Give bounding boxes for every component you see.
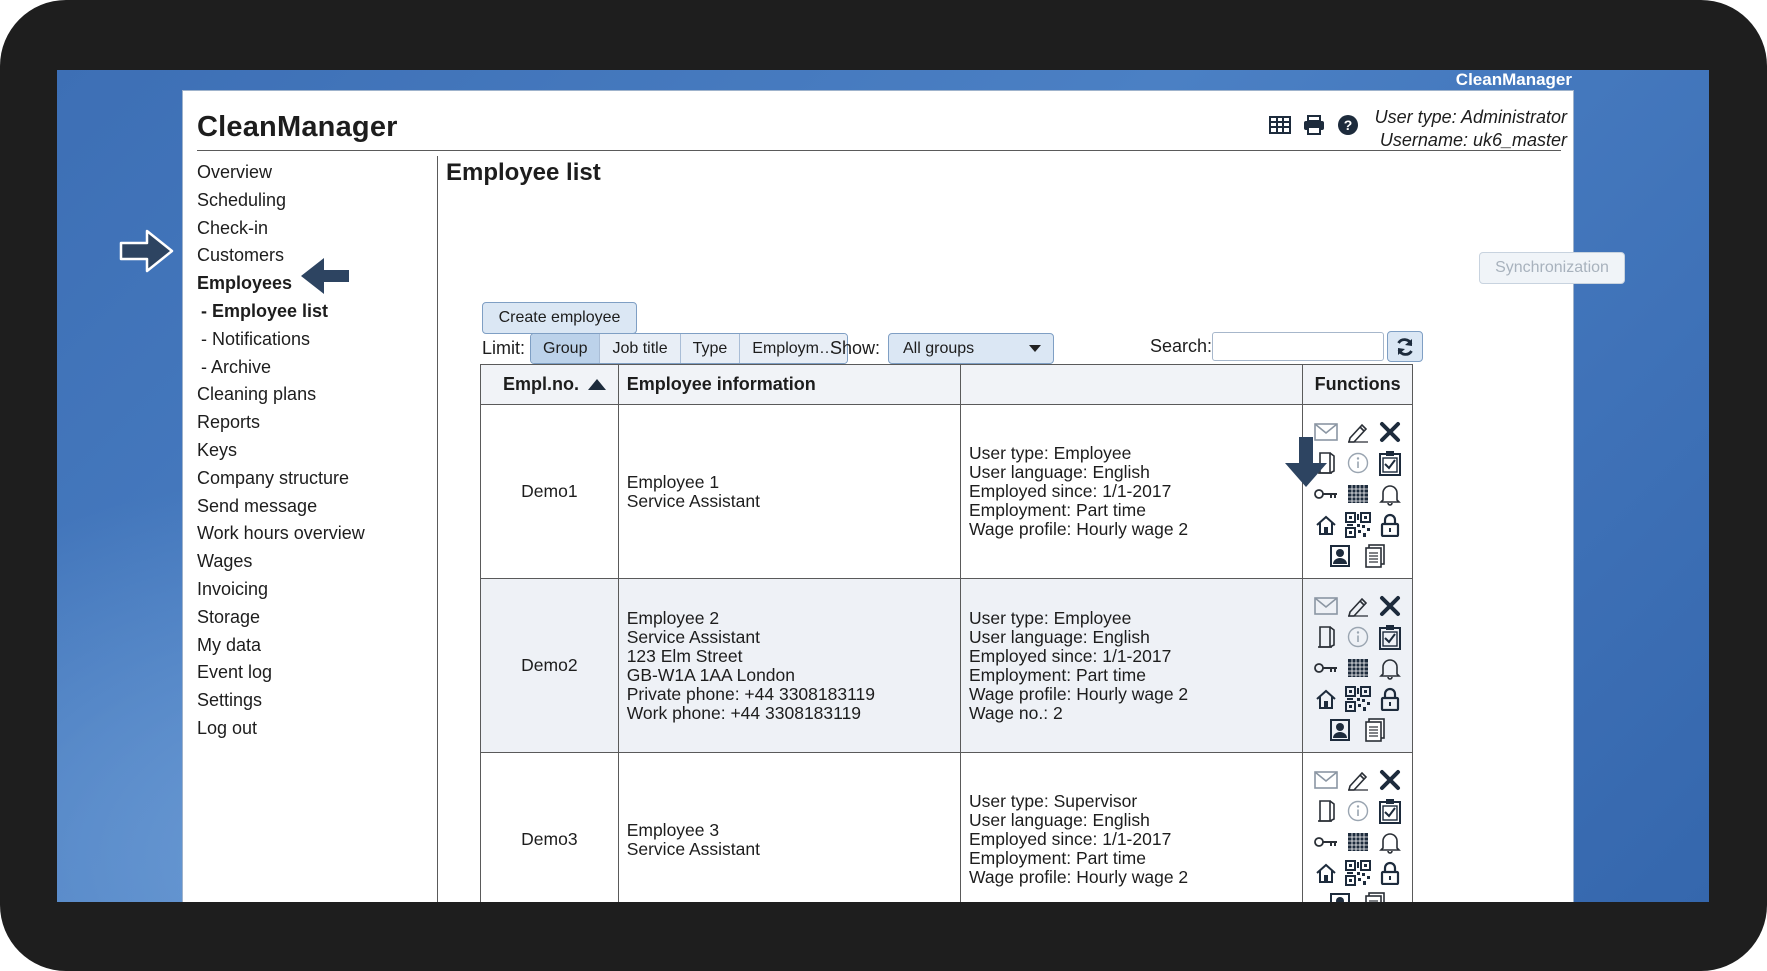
arrow-right-icon xyxy=(119,227,175,275)
employee-info-cell xyxy=(619,753,961,902)
employee-detail-line: Wage profile: Hourly wage 2 xyxy=(968,519,1189,539)
documents-icon[interactable] xyxy=(1362,718,1388,742)
empl-no: Demo2 xyxy=(521,655,578,675)
sidebar-item-my-data[interactable]: My data xyxy=(197,634,262,655)
empl-no-cell xyxy=(481,579,619,752)
page-title: Employee list xyxy=(446,159,601,186)
clipboard-check-icon[interactable] xyxy=(1377,799,1403,823)
sidebar-item-storage[interactable]: Storage xyxy=(197,606,261,627)
show-label: Show: xyxy=(830,338,881,358)
employee-info-line: Service Assistant xyxy=(626,838,760,859)
help-icon[interactable] xyxy=(1336,113,1360,137)
printer-icon[interactable] xyxy=(1302,113,1326,137)
sidebar-item-wages[interactable]: Wages xyxy=(197,551,253,572)
home-icon[interactable] xyxy=(1313,687,1339,711)
caret-down-icon xyxy=(1029,345,1041,352)
clipboard-check-icon[interactable] xyxy=(1377,451,1403,475)
table-row xyxy=(480,405,1413,579)
employee-detail-line: User type: Employee xyxy=(968,607,1132,628)
employee-detail-line: Employment: Part time xyxy=(968,664,1146,685)
employee-info-cell xyxy=(619,405,961,578)
limit-segmented-control xyxy=(530,333,848,364)
employee-table xyxy=(480,364,1413,902)
arrow-left-icon xyxy=(299,254,351,298)
refresh-button[interactable] xyxy=(1387,331,1423,362)
key-icon[interactable] xyxy=(1313,830,1339,854)
sidebar-item-check-in[interactable]: Check-in xyxy=(197,217,269,238)
employee-details-cell xyxy=(961,753,1303,902)
employee-detail-line: Wage profile: Hourly wage 2 xyxy=(968,683,1189,704)
limit-option-group[interactable]: Group xyxy=(531,334,600,363)
employee-detail-line: Employment: Part time xyxy=(968,500,1146,520)
lock-icon[interactable] xyxy=(1377,687,1403,711)
calendar-grid-icon[interactable] xyxy=(1345,482,1371,506)
employee-details-cell xyxy=(961,405,1303,578)
limit-option-job-title[interactable]: Job title xyxy=(600,334,680,363)
table-icon[interactable] xyxy=(1268,113,1292,137)
employee-detail-line: User language: English xyxy=(968,462,1150,482)
employee-detail-line: Employed since: 1/1-2017 xyxy=(968,645,1172,666)
documents-icon[interactable] xyxy=(1362,892,1388,903)
show-select-value: All groups xyxy=(903,340,975,357)
delete-x-icon[interactable] xyxy=(1377,420,1403,444)
sidebar-nav xyxy=(197,159,365,743)
arrow-down-icon xyxy=(1283,437,1329,489)
table-row xyxy=(480,579,1413,753)
functions-cell xyxy=(1303,579,1412,752)
functions-cell xyxy=(1303,405,1412,578)
document-icon[interactable] xyxy=(1313,625,1339,649)
limit-label: Limit: xyxy=(482,338,526,358)
sidebar-item-cleaning-plans[interactable]: Cleaning plans xyxy=(197,384,317,405)
synchronization-button[interactable]: Synchronization xyxy=(1479,252,1625,284)
sidebar-item-company-structure[interactable]: Company structure xyxy=(197,467,350,488)
employee-detail-line: Employed since: 1/1-2017 xyxy=(968,481,1172,501)
search-input[interactable] xyxy=(1212,332,1384,361)
sidebar-item-invoicing[interactable]: Invoicing xyxy=(197,578,269,599)
empl-no: Demo3 xyxy=(521,829,578,849)
employee-info-line: Service Assistant xyxy=(626,490,760,511)
table-row xyxy=(480,753,1413,902)
sort-ascending-icon xyxy=(588,379,606,390)
employee-detail-line: Employed since: 1/1-2017 xyxy=(968,829,1172,849)
calendar-grid-icon[interactable] xyxy=(1345,656,1371,680)
employee-detail-line: Wage no.: 2 xyxy=(968,702,1063,723)
user-type: User type: Administrator xyxy=(1374,107,1567,127)
column-header-employee-information: Employee information xyxy=(619,365,961,404)
sidebar-item-reports[interactable]: Reports xyxy=(197,412,261,433)
lock-icon[interactable] xyxy=(1377,861,1403,885)
documents-icon[interactable] xyxy=(1362,544,1388,568)
lock-icon[interactable] xyxy=(1377,513,1403,537)
employee-detail-line: User language: English xyxy=(968,626,1150,647)
employee-info-line: Employee 1 xyxy=(626,471,720,492)
bell-icon[interactable] xyxy=(1377,656,1403,680)
qr-code-icon[interactable] xyxy=(1345,687,1371,711)
sidebar-item-scheduling[interactable]: Scheduling xyxy=(197,189,287,210)
refresh-icon xyxy=(1395,337,1415,357)
empl-no-cell xyxy=(481,405,619,578)
id-card-icon[interactable] xyxy=(1327,718,1353,742)
info-icon[interactable] xyxy=(1345,625,1371,649)
employee-info-cell xyxy=(619,579,961,752)
mail-icon[interactable] xyxy=(1313,768,1339,792)
app-title: CleanManager xyxy=(197,111,398,143)
limit-option-employment[interactable]: Employm… xyxy=(740,334,847,363)
info-icon[interactable] xyxy=(1345,799,1371,823)
sidebar-divider xyxy=(437,156,438,902)
employee-detail-line: Employment: Part time xyxy=(968,848,1146,868)
edit-pencil-icon[interactable] xyxy=(1345,420,1371,444)
mail-icon[interactable] xyxy=(1313,594,1339,618)
bell-icon[interactable] xyxy=(1377,482,1403,506)
sidebar-item-employee-list[interactable]: - Employee list xyxy=(201,300,329,321)
employee-detail-line: Wage profile: Hourly wage 2 xyxy=(968,867,1189,887)
id-card-icon[interactable] xyxy=(1327,544,1353,568)
employee-info-line: Employee 2 xyxy=(626,607,720,628)
column-header-label: Empl.no. xyxy=(503,374,579,394)
key-icon[interactable] xyxy=(1313,656,1339,680)
app-window xyxy=(182,90,1609,902)
clipboard-check-icon[interactable] xyxy=(1377,625,1403,649)
sidebar-item-keys[interactable]: Keys xyxy=(197,439,238,460)
sidebar-item-work-hours-overview[interactable]: Work hours overview xyxy=(197,523,365,544)
empl-no-cell xyxy=(481,753,619,902)
column-header-details xyxy=(961,365,1303,404)
table-header xyxy=(480,364,1413,405)
sidebar-item-notifications[interactable]: - Notifications xyxy=(201,328,311,349)
sidebar-item-send-message[interactable]: Send message xyxy=(197,495,318,516)
sidebar-item-archive[interactable]: - Archive xyxy=(201,356,272,377)
desktop-window-title: CleanManager xyxy=(1455,70,1572,89)
home-icon[interactable] xyxy=(1313,861,1339,885)
header-divider xyxy=(197,150,1561,151)
desktop-background xyxy=(57,70,1709,902)
svg-text:?: ? xyxy=(1343,117,1353,133)
limit-option-type[interactable]: Type xyxy=(681,334,741,363)
sidebar-item-customers[interactable]: Customers xyxy=(197,245,285,266)
qr-code-icon[interactable] xyxy=(1345,513,1371,537)
column-header-functions: Functions xyxy=(1314,374,1401,394)
employee-info-line: Employee 3 xyxy=(626,819,720,840)
column-header-empl-no[interactable] xyxy=(481,365,619,404)
employee-detail-line: User type: Employee xyxy=(968,443,1132,463)
employee-info-line: Work phone: +44 3308183119 xyxy=(626,702,862,723)
document-icon[interactable] xyxy=(1313,799,1339,823)
sidebar-item-settings[interactable]: Settings xyxy=(197,690,263,711)
search-label: Search: xyxy=(1150,336,1213,356)
sidebar-item-employees[interactable]: Employees xyxy=(197,273,293,294)
edit-pencil-icon[interactable] xyxy=(1345,594,1371,618)
show-group-select[interactable] xyxy=(888,333,1054,364)
user-info xyxy=(1375,106,1567,152)
delete-x-icon[interactable] xyxy=(1377,768,1403,792)
employee-detail-line: User language: English xyxy=(968,810,1150,830)
employee-info-line: Private phone: +44 3308183119 xyxy=(626,683,875,704)
employee-info-line: GB-W1A 1AA London xyxy=(626,664,796,685)
empl-no: Demo1 xyxy=(521,481,578,501)
header-toolbar xyxy=(1268,113,1360,137)
create-employee-button[interactable]: Create employee xyxy=(482,302,637,334)
username: Username: uk6_master xyxy=(1379,130,1567,150)
info-icon[interactable] xyxy=(1345,451,1371,475)
employee-info-line: Service Assistant xyxy=(626,626,760,647)
calendar-grid-icon[interactable] xyxy=(1345,830,1371,854)
sidebar-item-event-log[interactable]: Event log xyxy=(197,662,273,683)
employee-detail-line: User type: Supervisor xyxy=(968,791,1138,811)
delete-x-icon[interactable] xyxy=(1377,594,1403,618)
functions-cell xyxy=(1303,753,1412,902)
employee-details-cell xyxy=(961,579,1303,752)
employee-info-line: 123 Elm Street xyxy=(626,645,743,666)
sidebar-item-log-out[interactable]: Log out xyxy=(197,717,258,738)
bell-icon[interactable] xyxy=(1377,830,1403,854)
sidebar-item-overview[interactable]: Overview xyxy=(197,162,273,182)
home-icon[interactable] xyxy=(1313,513,1339,537)
edit-pencil-icon[interactable] xyxy=(1345,768,1371,792)
qr-code-icon[interactable] xyxy=(1345,861,1371,885)
id-card-icon[interactable] xyxy=(1327,892,1353,903)
